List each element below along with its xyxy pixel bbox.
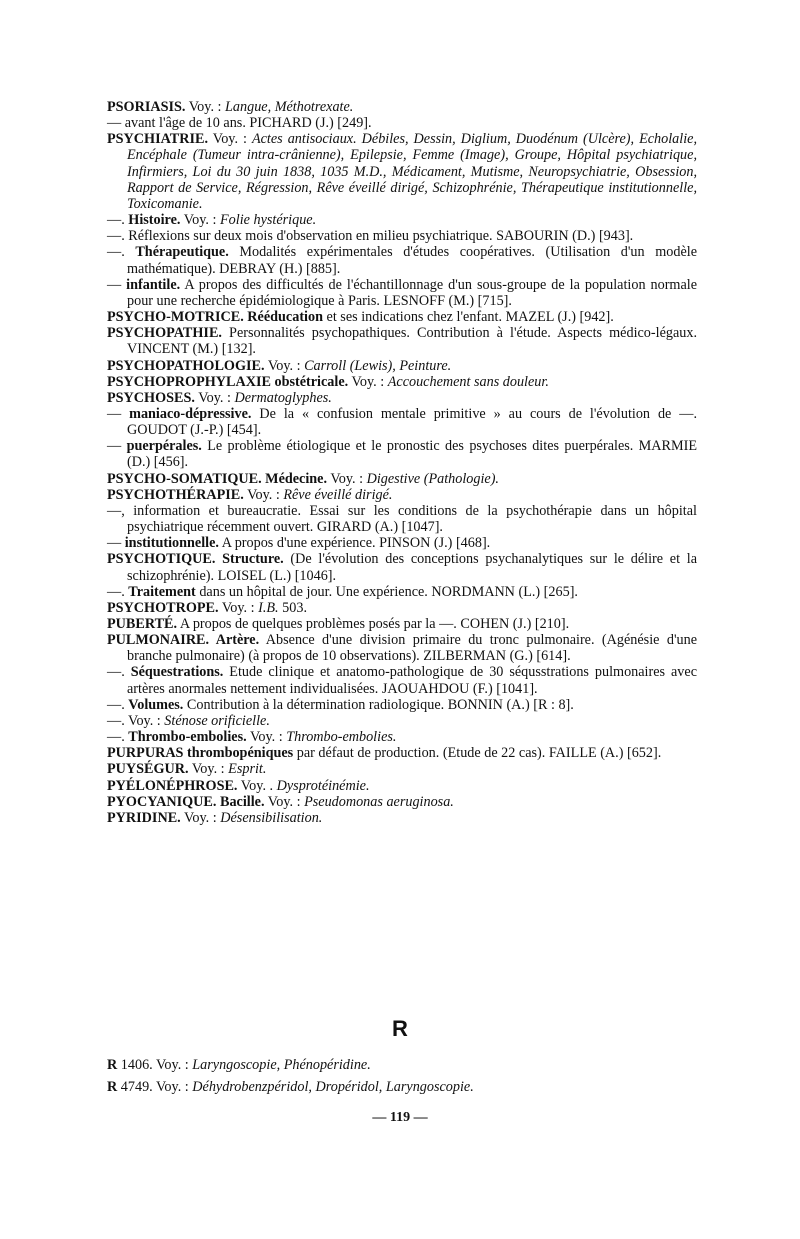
entry-text: Voy. . xyxy=(237,777,277,794)
entry-text: —. xyxy=(107,244,136,261)
entry-text: Personnalités psychopathiques. Contribution à l'étude. Aspects médico-légaux. VINCENT (M.) [132]. xyxy=(127,325,697,358)
entry-reference: Actes antisociaux. Débiles, Dessin, Diglium, Duodénum (Ulcère), Echolalie, Encéphale (Tumeur intra-crânienne), Epilepsie, Femme (Image), Groupe, Hôpital psychiatrique, Infirmiers, Loi du 30 juin 1838, 1035 M.D., Médicament, Mutisme, Neuropsychiatrie, Obsession, Rapport de Service, Régression, Rêve éveillé dirigé, Schizophrénie, Thérapeutique institutionnelle, Toxicomanie. xyxy=(127,131,697,212)
entry-text: Voy. : xyxy=(218,599,259,616)
entry-reference: Thrombo-embolies. xyxy=(286,729,397,746)
entry-heading: PSYCHOTIQUE. Structure. xyxy=(107,551,284,568)
entry-heading: PURPURAS thrombopéniques xyxy=(107,745,294,762)
entry-text: 1406. Voy. : xyxy=(117,1057,193,1073)
entry-text: Voy. : xyxy=(185,99,226,115)
entry-heading: PSORIASIS. xyxy=(107,99,186,115)
entry-text: Voy. : xyxy=(246,729,287,746)
entry-reference: Accouchement sans douleur. xyxy=(387,373,549,390)
index-entry xyxy=(107,99,697,115)
entry-text: —. xyxy=(107,729,129,746)
entry-heading: PSYCHIATRIE. xyxy=(107,131,209,148)
entry-heading: PSYCHOTROPE. xyxy=(107,599,219,616)
entry-heading: puerpérales. xyxy=(126,438,202,455)
index-entry xyxy=(107,664,697,696)
index-entry xyxy=(107,600,697,616)
entry-reference: Pseudomonas aeruginosa. xyxy=(304,793,454,810)
entry-text: —. xyxy=(107,664,131,681)
entry-text: et ses indications chez l'enfant. MAZEL (J.) [942]. xyxy=(322,309,614,326)
entry-heading: PYÉLONÉPHROSE. xyxy=(107,777,238,794)
index-entry xyxy=(107,277,697,309)
index-entry xyxy=(107,1054,697,1076)
entry-text: —. xyxy=(107,212,129,229)
entry-heading: PULMONAIRE. Artère. xyxy=(107,632,260,649)
entry-heading: PSYCHOSES. xyxy=(107,389,195,406)
entry-reference: Carroll (Lewis), Peinture. xyxy=(304,357,452,374)
index-entry xyxy=(107,1076,697,1098)
entry-text: Voy. : xyxy=(264,793,305,810)
index-entry xyxy=(107,374,697,390)
entry-heading: PSYCHOTHÉRAPIE. xyxy=(107,486,244,503)
index-entry xyxy=(107,325,697,357)
entry-heading: Thrombo-embolies. xyxy=(128,729,247,746)
entry-text: 4749. Voy. : xyxy=(117,1079,193,1095)
index-entry xyxy=(107,228,697,244)
index-entry xyxy=(107,810,697,826)
entry-text: 503. xyxy=(278,599,307,616)
index-entry xyxy=(107,438,697,470)
entry-reference: Digestive (Pathologie). xyxy=(366,470,499,487)
index-entry xyxy=(107,131,697,212)
index-entry xyxy=(107,406,697,438)
entry-heading: PSYCHO-MOTRICE. Rééducation xyxy=(107,309,323,326)
entry-text: —. Voy. : xyxy=(107,712,165,729)
entry-text: Modalités expérimentales d'études coopératives. (Utilisation d'un modèle mathématique). DEBRAY (H.) [885]. xyxy=(127,244,697,277)
index-entry xyxy=(107,115,697,131)
entry-text: —. xyxy=(107,696,129,713)
entry-text: Absence d'une division primaire du tronc pulmonaire. (Agénésie d'une branche pulmonaire) (à propos de 10 observations). ZILBERMAN (G.) [614]. xyxy=(127,632,697,665)
index-entry xyxy=(107,778,697,794)
index-entry xyxy=(107,745,697,761)
entry-text: Contribution à la détermination radiologique. BONNIN (A.) [R : 8]. xyxy=(183,696,574,713)
entry-text: Voy. : xyxy=(348,373,388,390)
entry-heading: PSYCHOPROPHYLAXIE obstétricale. xyxy=(107,373,349,390)
entry-heading: PYOCYANIQUE. Bacille. xyxy=(107,793,265,810)
index-entry xyxy=(107,471,697,487)
index-entry xyxy=(107,761,697,777)
entry-heading: maniaco-dépressive. xyxy=(129,405,252,422)
entry-text: — xyxy=(107,438,127,455)
index-entry xyxy=(107,729,697,745)
entry-text: —, information et bureaucratie. Essai sur les conditions de la psychothérapie dans un hôpital psychiatrique récemment ouvert. GIRARD (A.) [1047]. xyxy=(107,502,697,536)
entry-text: — xyxy=(107,405,130,422)
entry-reference: Dysprotéinémie. xyxy=(276,777,370,794)
entry-heading: PYRIDINE. xyxy=(107,809,181,826)
entry-heading: PSYCHOPATHOLOGIE. xyxy=(107,357,265,374)
entry-reference: Folie hystérique. xyxy=(220,212,317,229)
entry-text: A propos des difficultés de l'échantillonnage d'un sous-groupe de la population normale pour une recherche épidémiologique à Paris. LESNOFF (M.) [715]. xyxy=(127,276,698,309)
entry-reference: Rêve éveillé dirigé. xyxy=(283,486,393,503)
entry-text: dans un hôpital de jour. Une expérience. NORDMANN (L.) [265]. xyxy=(195,583,578,600)
index-entry xyxy=(107,487,697,503)
entry-heading: infantile. xyxy=(126,276,181,293)
entry-heading: Volumes. xyxy=(128,696,184,713)
entry-heading: PUBERTÉ. xyxy=(107,616,178,632)
index-entry xyxy=(107,713,697,729)
entry-text: A propos de quelques problèmes posés par la —. COHEN (J.) [210]. xyxy=(177,616,570,632)
entry-text: Voy. : xyxy=(180,809,221,826)
entry-heading: Thérapeutique. xyxy=(135,244,229,261)
entry-text: Voy. : xyxy=(194,389,235,406)
index-entry xyxy=(107,632,697,664)
entry-heading: Histoire. xyxy=(128,212,181,229)
entry-text: Etude clinique et anatomo-pathologique de 30 séqusstrations pulmonaires avec artères anormales nettement individualisées. JAOUAHDOU (F.) [1041]. xyxy=(127,664,697,697)
entry-heading: institutionnelle. xyxy=(124,535,219,552)
entry-text: Voy. : xyxy=(264,357,305,374)
entry-text: par défaut de production. (Etude de 22 cas). FAILLE (A.) [652]. xyxy=(293,745,662,762)
entry-reference: Sténose orificielle. xyxy=(164,712,270,729)
entry-heading: Traitement xyxy=(128,583,196,600)
entry-reference: Dermatoglyphes. xyxy=(234,389,332,406)
entry-heading: PUYSÉGUR. xyxy=(107,761,189,778)
entry-heading: Séquestrations. xyxy=(130,664,224,681)
entry-text: Voy. : xyxy=(188,761,229,778)
index-entry xyxy=(107,358,697,374)
entry-text: Voy. : xyxy=(208,131,252,148)
index-entry xyxy=(107,535,697,551)
index-entry xyxy=(107,309,697,325)
entry-reference: Langue, Méthotrexate. xyxy=(225,99,354,115)
index-entry xyxy=(107,584,697,600)
entry-text: (De l'évolution des conceptions psychanalytiques sur le délire et la schizophrénie). LOISEL (L.) [1046]. xyxy=(127,551,697,584)
index-entry xyxy=(107,244,697,276)
entry-text: — xyxy=(107,276,127,293)
entry-text: —. Réflexions sur deux mois d'observation en milieu psychiatrique. SABOURIN (D.) [943]. xyxy=(107,228,634,245)
entry-text: Le problème étiologique et le pronostic des psychoses dites puerpérales. MARMIE (D.) [456]. xyxy=(127,438,698,471)
entry-reference: Laryngoscopie, Phénopéridine. xyxy=(192,1057,371,1073)
entry-heading: R xyxy=(107,1079,118,1095)
entry-text: Voy. : xyxy=(243,486,284,503)
index-column xyxy=(107,99,697,826)
index-entry xyxy=(107,390,697,406)
entry-heading: PSYCHOPATHIE. xyxy=(107,325,222,342)
index-entry xyxy=(107,212,697,228)
entry-text: De la « confusion mentale primitive » au cours de l'évolution de —. GOUDOT (J.-P.) [454]. xyxy=(127,405,697,439)
entry-heading: PSYCHO-SOMATIQUE. Médecine. xyxy=(107,470,328,487)
entry-reference: Désensibilisation. xyxy=(220,809,323,826)
entry-text: Voy. : xyxy=(327,470,367,487)
entry-text: —. xyxy=(107,583,129,600)
index-entry xyxy=(107,503,697,535)
entry-text: Voy. : xyxy=(180,212,220,229)
r-section-entries xyxy=(107,1054,697,1098)
entry-reference: Déhydrobenzpéridol, Dropéridol, Laryngoscopie. xyxy=(192,1079,474,1095)
entry-reference: Esprit. xyxy=(228,761,267,778)
page-number: — 119 — xyxy=(372,1110,428,1125)
entry-reference: I.B. xyxy=(258,599,279,616)
section-letter: R xyxy=(392,1016,408,1041)
index-entry xyxy=(107,616,697,632)
entry-text: — avant l'âge de 10 ans. PICHARD (J.) [249]. xyxy=(107,115,372,132)
entry-text: — xyxy=(107,535,125,552)
entry-text: A propos d'une expérience. PINSON (J.) [468]. xyxy=(218,535,491,552)
index-entry xyxy=(107,794,697,810)
index-entry xyxy=(107,551,697,583)
index-entry xyxy=(107,697,697,713)
entry-heading: R xyxy=(107,1057,118,1073)
